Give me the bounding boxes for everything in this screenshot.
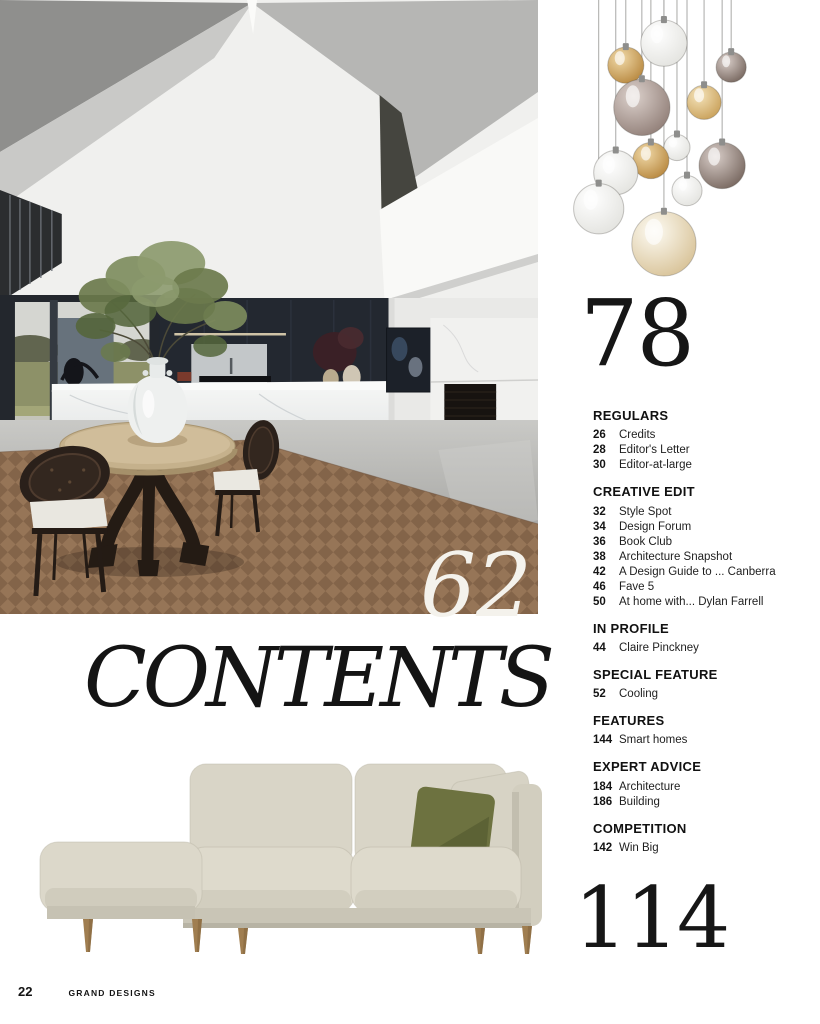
toc-item (593, 595, 815, 610)
toc-item-label: Claire Pinckney (619, 641, 699, 654)
toc-section (593, 621, 815, 656)
toc-item (593, 733, 815, 748)
toc-item (593, 505, 815, 520)
toc-item (593, 443, 815, 458)
toc-item (593, 565, 815, 580)
toc-item-label: Editor-at-large (619, 459, 692, 472)
feature-page-number-sofa: 114 (574, 869, 729, 967)
toc-sections (593, 408, 815, 867)
toc-item (593, 520, 815, 535)
toc-section (593, 759, 815, 809)
wall-artwork (387, 328, 433, 392)
toc-item-page: 50 (593, 595, 606, 608)
toc-section (593, 484, 815, 609)
ottoman-base (47, 906, 195, 919)
toc-item-page: 28 (593, 444, 606, 457)
toc-section-title: COMPETITION (593, 820, 687, 836)
toc-section (593, 667, 815, 702)
toc-item (593, 780, 815, 795)
toc-item-label: Design Forum (619, 520, 692, 533)
toc-section-title: IN PROFILE (593, 620, 669, 636)
toc-item (593, 550, 815, 565)
toc-item-label: Editor's Letter (619, 444, 690, 457)
feature-page-number-living: 62 (420, 534, 532, 637)
toc-section-title: REGULARS (593, 408, 669, 423)
pendant-lights-illustration (553, 0, 815, 286)
toc-item (593, 641, 815, 656)
toc-section-title: SPECIAL FEATURE (593, 666, 718, 682)
toc-item-page: 42 (593, 565, 606, 578)
toc-section (593, 713, 815, 748)
toc-item (593, 428, 815, 443)
toc-item-label: Fave 5 (619, 580, 655, 593)
toc-item (593, 795, 815, 810)
living-room-photo (0, 0, 538, 637)
contents-title: CONTENTS (84, 631, 551, 726)
toc-section-title: CREATIVE EDIT (593, 484, 695, 500)
toc-item-page: 144 (593, 734, 613, 747)
toc-item-page: 26 (593, 429, 606, 442)
toc-item-label: At home with... Dylan Farrell (619, 595, 764, 608)
toc-item-page: 46 (593, 580, 606, 593)
toc-item-label: Book Club (619, 535, 673, 548)
toc-item (593, 841, 815, 856)
toc-item-label: Building (619, 795, 660, 808)
toc-section-title: EXPERT ADVICE (593, 759, 702, 775)
toc-item-page: 32 (593, 505, 606, 518)
toc-item-page: 38 (593, 550, 606, 563)
toc-item-label: Win Big (619, 841, 659, 854)
sofa-illustration (25, 742, 545, 974)
toc-item-label: Cooling (619, 688, 658, 700)
toc-item (593, 687, 815, 702)
toc-item-label: Credits (619, 429, 656, 442)
toc-item-label: Style Spot (619, 505, 672, 518)
toc-item (593, 535, 815, 550)
toc-item-page: 30 (593, 459, 606, 472)
toc-section-title: FEATURES (593, 713, 665, 728)
toc-item-label: A Design Guide to ... Canberra (619, 565, 776, 578)
sofa-photo (25, 742, 545, 974)
feature-page-number-pendants: 78 (580, 280, 694, 387)
folio-page-number: 22 (18, 984, 33, 999)
toc-section (593, 821, 815, 856)
pendant-lights-photo (553, 0, 815, 286)
magazine-name: GRAND DESIGNS (68, 988, 156, 998)
toc-item-label: Architecture (619, 780, 681, 793)
toc-item (593, 580, 815, 595)
toc-item-page: 44 (593, 641, 606, 654)
page-footer (18, 984, 156, 999)
toc-section (593, 408, 815, 473)
toc-item-page: 184 (593, 780, 613, 793)
toc-item-page: 36 (593, 535, 606, 548)
toc-item-page: 34 (593, 520, 606, 533)
toc-item-page: 186 (593, 795, 613, 808)
toc-item-label: Architecture Snapshot (619, 550, 733, 563)
toc-item-label: Smart homes (619, 734, 688, 747)
toc-item-page: 52 (593, 688, 606, 700)
living-room-illustration (0, 0, 538, 614)
toc-item (593, 458, 815, 473)
toc-item-page: 142 (593, 841, 613, 854)
